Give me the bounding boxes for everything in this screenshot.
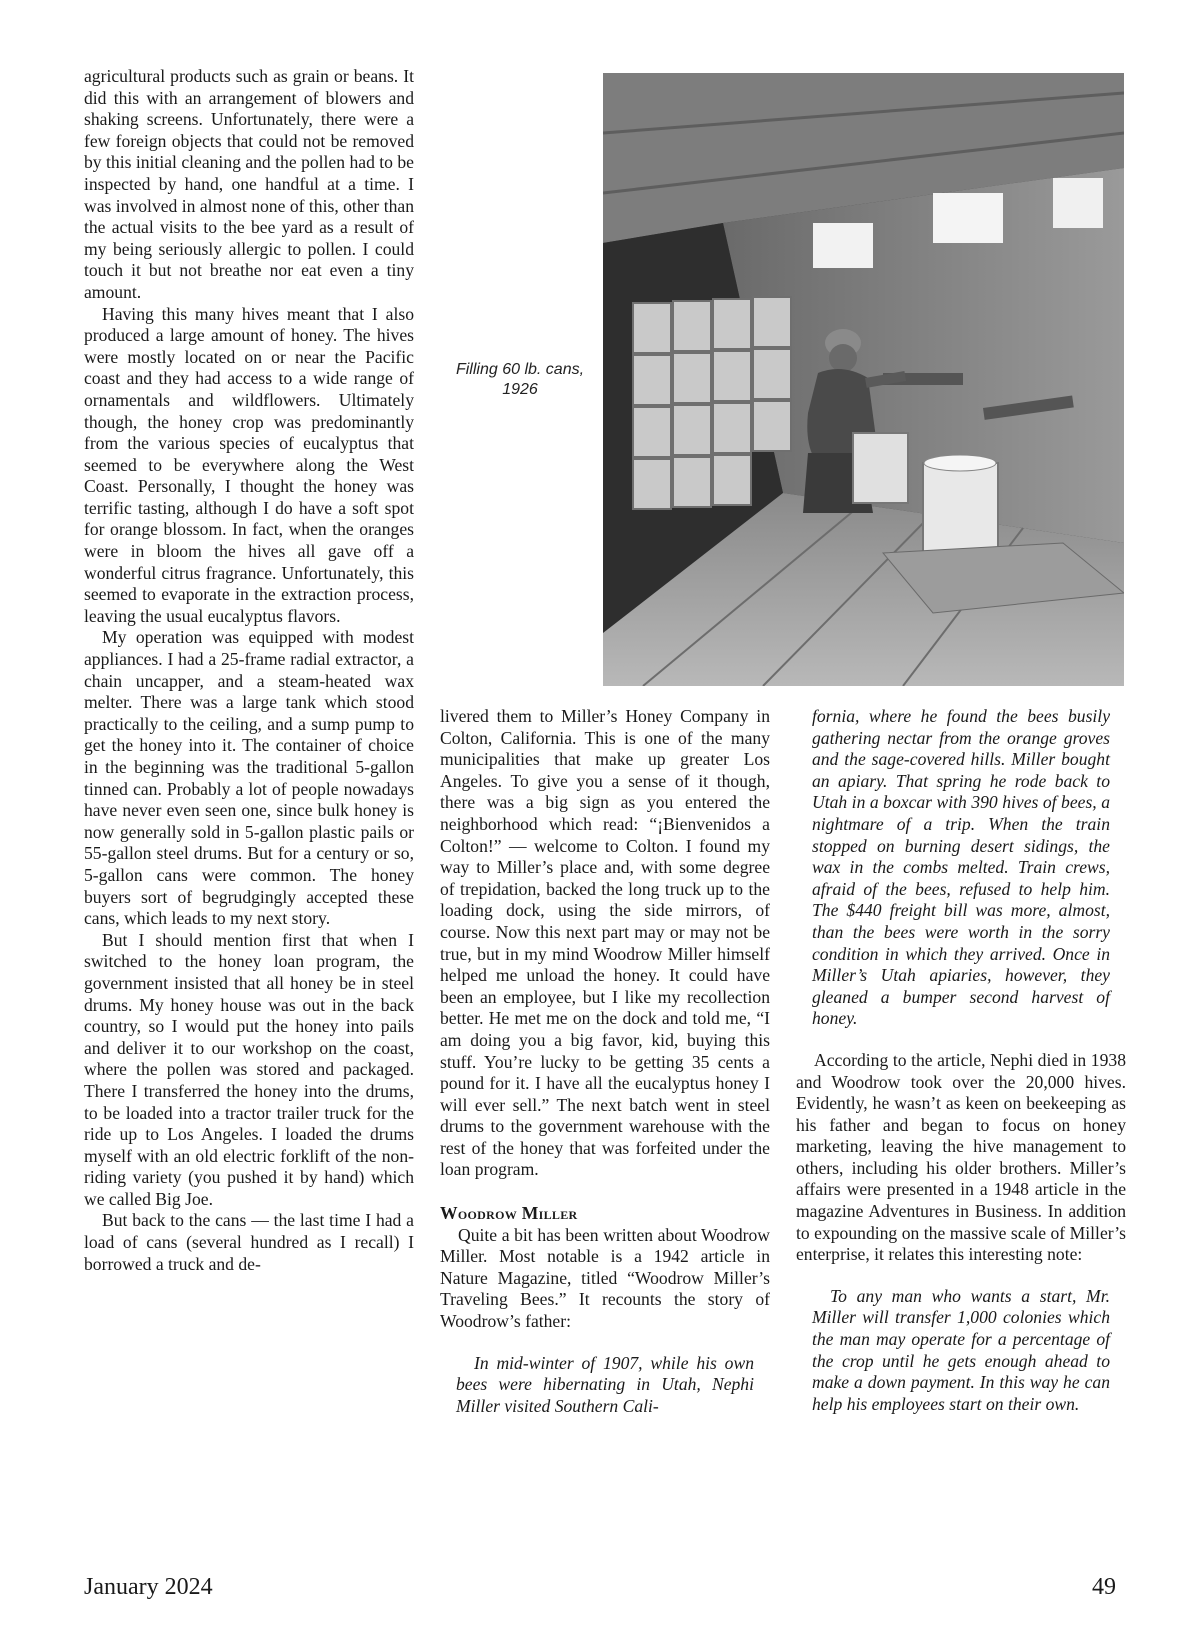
column-2: [440, 706, 770, 1417]
footer-date: January 2024: [84, 1574, 213, 1600]
photo-filling-cans: [603, 73, 1124, 686]
paragraph: agricultural products such as grain or beans. It did this with an arrangement of blowers and shaking screens. Unfortunately, there were a few foreign objects that could not be removed by this initial cleaning and the pollen had to be inspected by hand, one handful at a time. I was involved in almost none of this, other than the actual visits to the bee yard as a result of my being seriously allergic to pollen. I could touch it but not breathe nor eat even a tiny amount.: [84, 66, 414, 302]
quote-text: To any man who wants a start, Mr. Miller will transfer 1,000 colonies which the man may operate for a percentage of the crop until he gets enough ahead to make a down payment. In this way he can help his employees start on their own.: [812, 1285, 1110, 1414]
page-number: 49: [1092, 1574, 1116, 1600]
column-1: [84, 66, 414, 1275]
quote-text: fornia, where he found the bees busily gathering nectar from the orange groves and the sage-covered hills. Miller bought an apiary. That spring he rode back to Utah in a boxcar with 390 hives of bees, a nightmare of a trip. When the train stopped on burning desert sidings, the wax in the combs melted. Train crews, afraid of the bees, refused to help him. The $440 freight bill was more, almost, than the bees were worth in the sorry condition in which they arrived. Once in Miller’s Utah apiaries, however, they gleaned a bumper second harvest of honey.: [812, 706, 1110, 1029]
photo-caption: Filling 60 lb. cans, 1926: [455, 361, 585, 398]
paragraph: livered them to Miller’s Honey Company in Colton, California. This is one of the many municipalities that make up greater Los Angeles. To give you a sense of it though, there was a big sign as you entered the neighborhood which read: “¡Bienvenidos a Colton!” — welcome to Colton. I found my way to Miller’s place and, with some degree of trepidation, backed the long truck up to the loading dock, using the side mirrors, of course. Now this next part may or may not be true, but in my mind Woodrow Miller himself helped me unload the honey. It could have been an employee, but I like my recollection better. He met me on the dock and told me, “I am doing you a big favor, kid, buying this stuff. You’re lucky to be getting 35 cents a pound for it. I have all the eucalyptus honey I will ever sell.” The next batch went in steel drums to the government warehouse with the rest of the honey that was forfeited under the loan program.: [440, 706, 770, 1180]
paragraph: According to the article, Nephi died in 1938 and Woodrow took over the 20,000 hives. Evidently, he wasn’t as keen on beekeeping as his father and began to focus on honey marketing, leaving the hive management to others, including his older brothers. Miller’s affairs were presented in a 1948 article in the magazine Adventures in Business. In addition to expounding on the massive scale of Miller’s enterprise, it relates this interesting note:: [796, 1049, 1126, 1265]
block-quote: [796, 1286, 1126, 1416]
quote-text: In mid-winter of 1907, while his own bees were hibernating in Utah, Nephi Miller visited Southern Cali-: [456, 1352, 754, 1416]
block-quote: [796, 706, 1126, 1030]
paragraph: But back to the cans — the last time I had a load of cans (several hundred as I recall) I borrowed a truck and de-: [84, 1210, 414, 1274]
paragraph: Quite a bit has been written about Woodrow Miller. Most notable is a 1942 article in Nature Magazine, titled “Woodrow Miller’s Traveling Bees.” It recounts the story of Woodrow’s father:: [440, 1224, 770, 1332]
paragraph: My operation was equipped with modest appliances. I had a 25-frame radial extractor, a chain uncapper, and a steam-heated wax melter. There was a large tank which stood practically to the ceiling, and a sump pump to get the honey into it. The container of choice in the beginning was the traditional 5-gallon tinned can. Probably a lot of people nowadays have never even seen one, since bulk honey is now generally sold in 5-gallon plastic pails or 55-gallon steel drums. But for a century or so, 5-gallon cans were common. The honey buyers sort of begrudgingly accepted these cans, which leads to my next story.: [84, 627, 414, 929]
paragraph: But I should mention first that when I switched to the honey loan program, the government insisted that all honey be in steel drums. My honey house was out in the back country, so I would put the honey into pails and deliver it to our workshop on the coast, where the pollen was stored and packaged. There I transferred the honey into the drums, to be loaded into a tractor trailer truck for the ride up to Los Angeles. I loaded the drums myself with an old electric forklift of the non-riding variety (you pushed it by hand) which we called Big Joe.: [84, 929, 414, 1209]
column-3: [796, 706, 1126, 1415]
section-heading: Woodrow Miller: [440, 1203, 578, 1224]
block-quote: [440, 1353, 770, 1418]
paragraph: Having this many hives meant that I also produced a large amount of honey. The hives were mostly located on or near the Pacific coast and they had access to a wide range of ornamentals and wildflowers. Ultimately though, the honey crop was predominantly from the various species of eucalyptus that seemed to be everywhere along the West Coast. Personally, I thought the honey was terrific tasting, although I do have a soft spot for orange blossom. In fact, when the oranges were in bloom the hives all gave off a wonderful citrus fragrance. Unfortunately, this seemed to evaporate in the extraction process, leaving the usual eucalyptus flavors.: [84, 303, 414, 626]
